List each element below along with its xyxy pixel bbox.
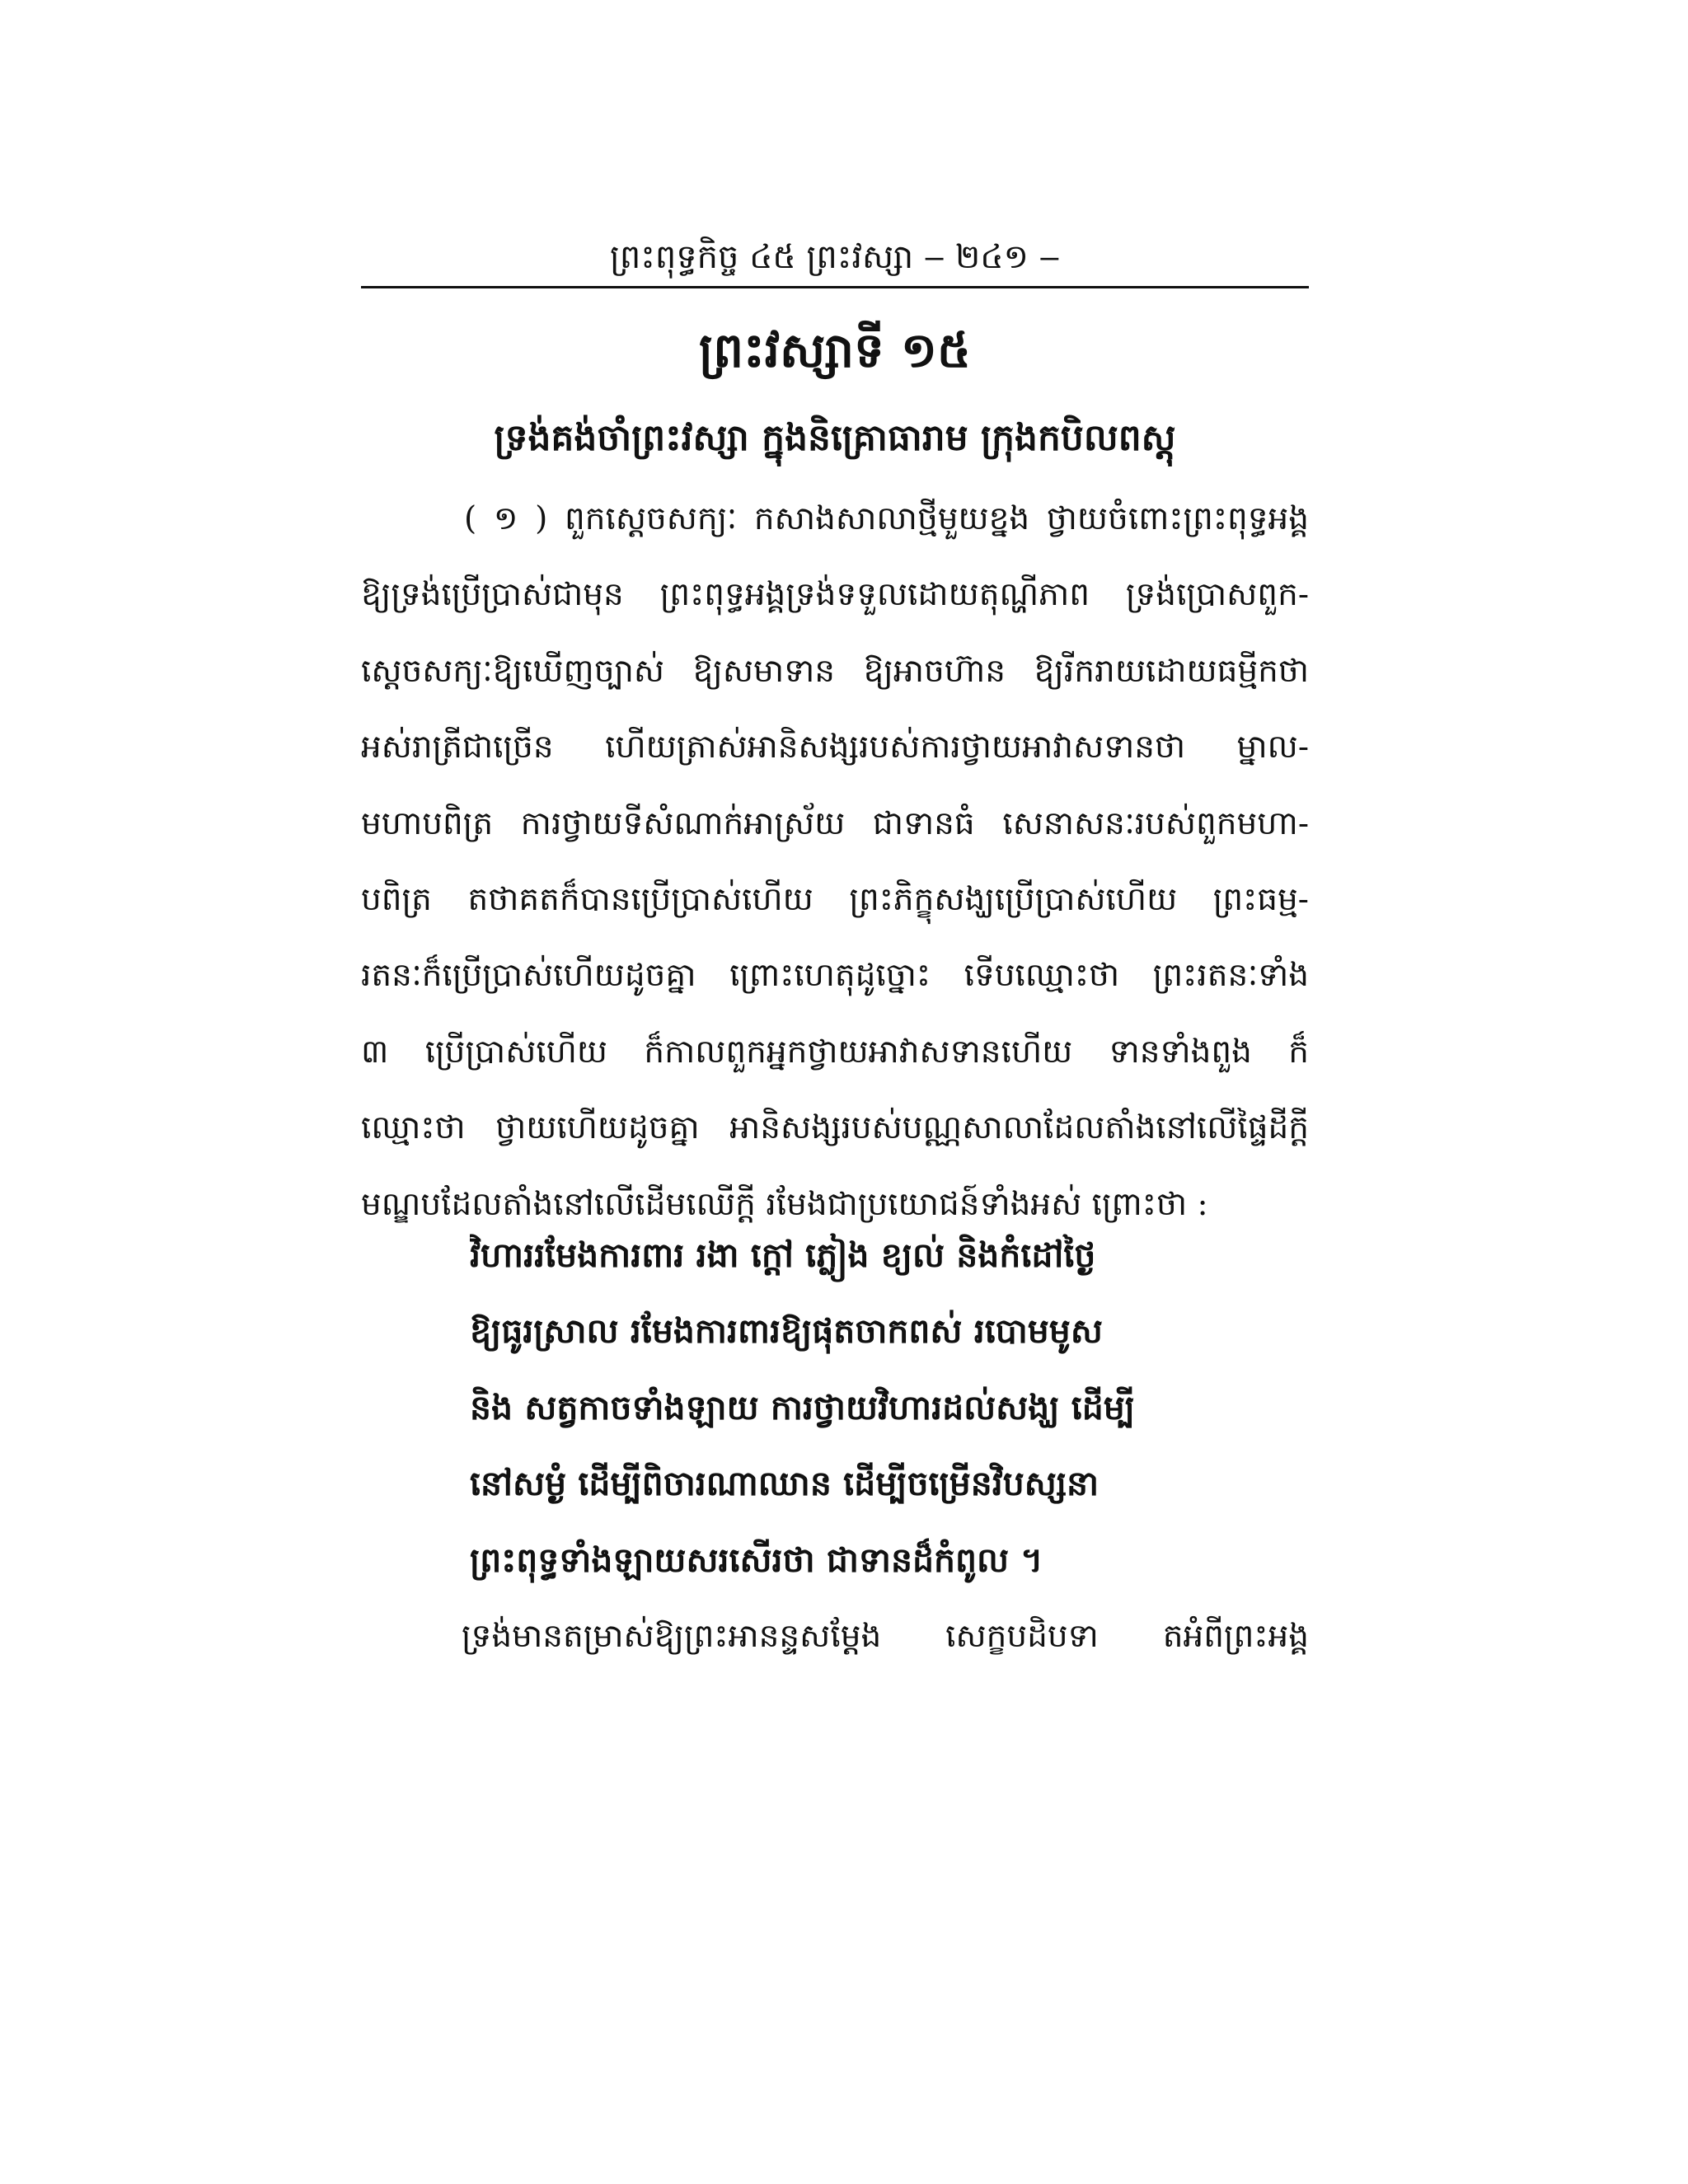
paragraph-line: ( ១ ) ពួកស្តេចសក្យៈ កសាងសាលាថ្មីមួយខ្នង ថ្វាយចំពោះព្រះពុទ្ធអង្គ [464, 500, 1309, 537]
verse-line: នៅសម្ងំ ដើម្បីពិចារណាឈាន ដើម្បីចម្រើនវិបស្សនា [470, 1464, 1100, 1504]
paragraph-line: ស្តេចសក្យៈឱ្យឃើញច្បាស់ ឱ្យសមាទាន ឱ្យអាចហ៊ាន ឱ្យរីករាយដោយធម្មីកថា [361, 652, 1309, 690]
paragraph-line: មណ្ឌបដែលតាំងនៅលើដើមឈើក្តី រមែងជាប្រយោជន៍ទាំងអស់ ព្រោះថា : [361, 1185, 1208, 1223]
verse-line: វិហាររមែងការពារ រងា ក្តៅ ភ្លៀង ខ្យល់ និងកំដៅថ្ងៃ [470, 1235, 1096, 1275]
running-header: ព្រះពុទ្ធកិច្ច ៤៥ ព្រះវស្សា ‒ ២៤១ ‒ [609, 238, 1061, 276]
paragraph-line: ឈ្មោះថា ថ្វាយហើយដូចគ្នា អានិសង្សរបស់បណ្ណសាលាដែលតាំងនៅលើផ្ទៃដីក្តី [361, 1109, 1309, 1147]
verse-line: ព្រះពុទ្ធទាំងឡាយសរសើរថា ជាទានដ៏កំពូល ។ [470, 1540, 1043, 1580]
chapter-title: ព្រះវស្សាទី ១៥ [698, 322, 972, 378]
paragraph-line: ៣ ប្រើប្រាស់ហើយ ក៏កាលពួកអ្នកថ្វាយអាវាសទានហើយ ទានទាំងពួង ក៏ [361, 1033, 1309, 1071]
paragraph-line: រតនៈក៏ប្រើប្រាស់ហើយដូចគ្នា ព្រោះហេតុដូច្នោះ ទើបឈ្មោះថា ព្រះរតនៈទាំង [361, 957, 1309, 995]
header-rule [361, 286, 1309, 288]
paragraph-line: ឱ្យទ្រង់ប្រើប្រាស់ជាមុន ព្រះពុទ្ធអង្គទ្រង់ទទួលដោយតុណ្ហីភាព ទ្រង់ប្រោសពួក- [361, 576, 1309, 614]
body-paragraph [361, 481, 1309, 1243]
paragraph-line: អស់រាត្រីជាច្រើន ហើយត្រាស់អានិសង្សរបស់ការថ្វាយអាវាសទានថា ម្នាល- [361, 729, 1309, 766]
closing-line: ទ្រង់មានតម្រាស់ឱ្យព្រះអានន្ទសម្តែង សេក្ខបដិបទា តអំពីព្រះអង្គ [462, 1618, 1309, 1655]
verse-block [470, 1217, 1261, 1598]
paragraph-line: មហាបពិត្រ ការថ្វាយទីសំណាក់អាស្រ័យ ជាទានធំ សេនាសនៈរបស់ពួកមហា- [361, 804, 1309, 842]
verse-line: និង សត្វកាចទាំងឡាយ ការថ្វាយវិហារដល់សង្ឃ ដើម្បី [470, 1387, 1135, 1427]
chapter-subtitle: ទ្រង់គង់ចាំព្រះវស្សា ក្នុងនិគ្រោធារាម ក្រុងកបិលពស្តុ [494, 417, 1176, 459]
paragraph-line: បពិត្រ តថាគតក៏បានប្រើប្រាស់ហើយ ព្រះភិក្ខុសង្ឃប្រើប្រាស់ហើយ ព្រះធម្ម- [361, 880, 1309, 918]
verse-line: ឱ្យធូរស្រាល រមែងការពារឱ្យផុតចាកពស់ របោមមូស [470, 1311, 1103, 1352]
